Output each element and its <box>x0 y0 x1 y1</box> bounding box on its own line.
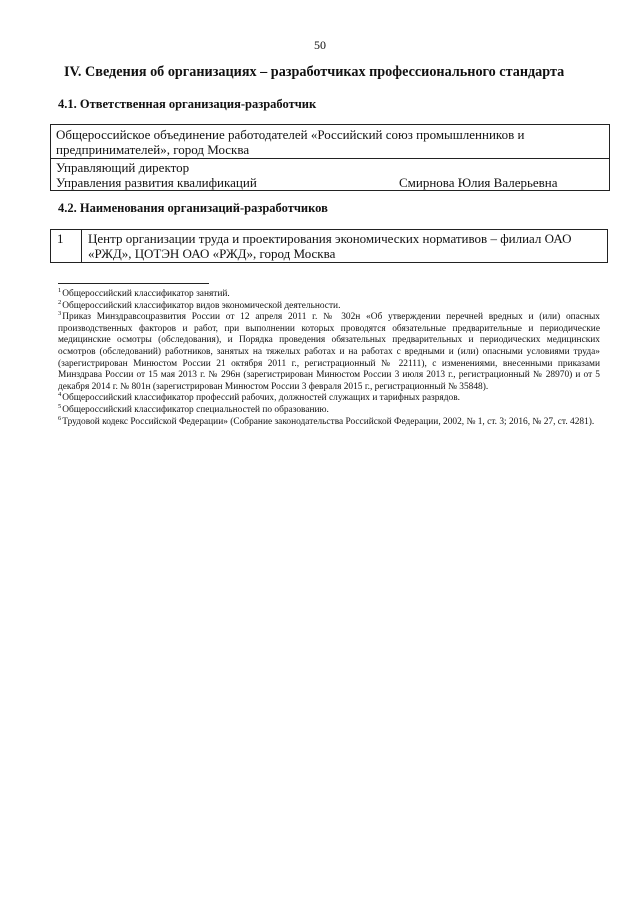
footnote-mark: 1 <box>58 287 62 294</box>
footnote-text: Общероссийский классификатор видов экономической деятельности. <box>62 300 341 311</box>
responsible-heading: 4.1. Ответственная организация-разработчик <box>58 97 317 111</box>
footnote-mark: 5 <box>58 402 62 410</box>
footnote-text: Общероссийский классификатор специальностей по образованию. <box>62 404 329 415</box>
footnotes <box>58 289 600 428</box>
page-number: 50 <box>314 38 326 52</box>
footnote <box>58 402 600 417</box>
footnote-text: Общероссийский классификатор занятий. <box>62 289 230 299</box>
footnote <box>58 289 600 301</box>
responsible-role: Управляющий директор <box>56 160 190 175</box>
developer-name: Центр организации труда и проектирования экономических нормативов – филиал ОАО «РЖД», ЦОТЭН ОАО «РЖД», город Москва <box>82 230 608 263</box>
footnote <box>58 414 600 429</box>
developers-table <box>50 229 608 263</box>
responsible-department-line <box>51 175 609 191</box>
footnote-mark: 2 <box>58 298 62 306</box>
developer-number: 1 <box>51 230 82 263</box>
developer-row <box>51 230 608 263</box>
footnote-mark: 4 <box>58 391 62 399</box>
footnote-text: Общероссийский классификатор профессий рабочих, должностей служащих и тарифных разрядов. <box>62 393 460 404</box>
footnote <box>58 312 600 393</box>
footnote-text: Приказ Минздравсоцразвития России от 12 апреля 2011 г. № 302н «Об утверждении перечней вредных и (или) опасных производственных факторов и работ, при выполнении которых проводятся обязательные предварительные и периодические медицинские осмотры (обследования), и Порядка проведения обязательных предварительных и периодических медицинских осмотров (обследований) работников, занятых на тяжелых работах и на работах с вредными и (или) опасными условиями труда» (зарегистрирован Минюстом России 21 октября 2011 г., регистрационный № 22111), с изменениями, внесенными приказами Минздрава России от 15 мая 2013 г. № 296н (зарегистрирован Минюстом России 3 июля 2013 г., регистрационный № 28970) и от 5 декабря 2014 г. № 801н (зарегистрирован Минюстом России 3 февраля 2015 г., регистрационный № 35848). <box>58 312 600 392</box>
developers-heading: 4.2. Наименования организаций-разработчиков <box>58 201 328 215</box>
section-title: IV. Сведения об организациях – разработчиках профессионального стандарта <box>64 64 565 80</box>
responsible-organization-box <box>50 124 610 191</box>
footnote-text: Трудовой кодекс Российской Федерации» (Собрание законодательства Российской Федерации, 2002, № 1, ст. 3; 2016, № 27, ст. 4281). <box>62 416 595 427</box>
responsible-person: Смирнова Юлия Валерьевна <box>399 175 558 190</box>
footnote-mark: 6 <box>58 414 62 422</box>
responsible-department: Управления развития квалификаций <box>56 175 257 190</box>
footnote-mark: 3 <box>58 310 62 318</box>
footnote-separator <box>58 283 209 284</box>
responsible-organization-name: Общероссийское объединение работодателей «Российский союз промышленников и предпринимателей», город Москва <box>51 125 609 159</box>
footnote <box>58 298 600 313</box>
footnote <box>58 393 600 405</box>
